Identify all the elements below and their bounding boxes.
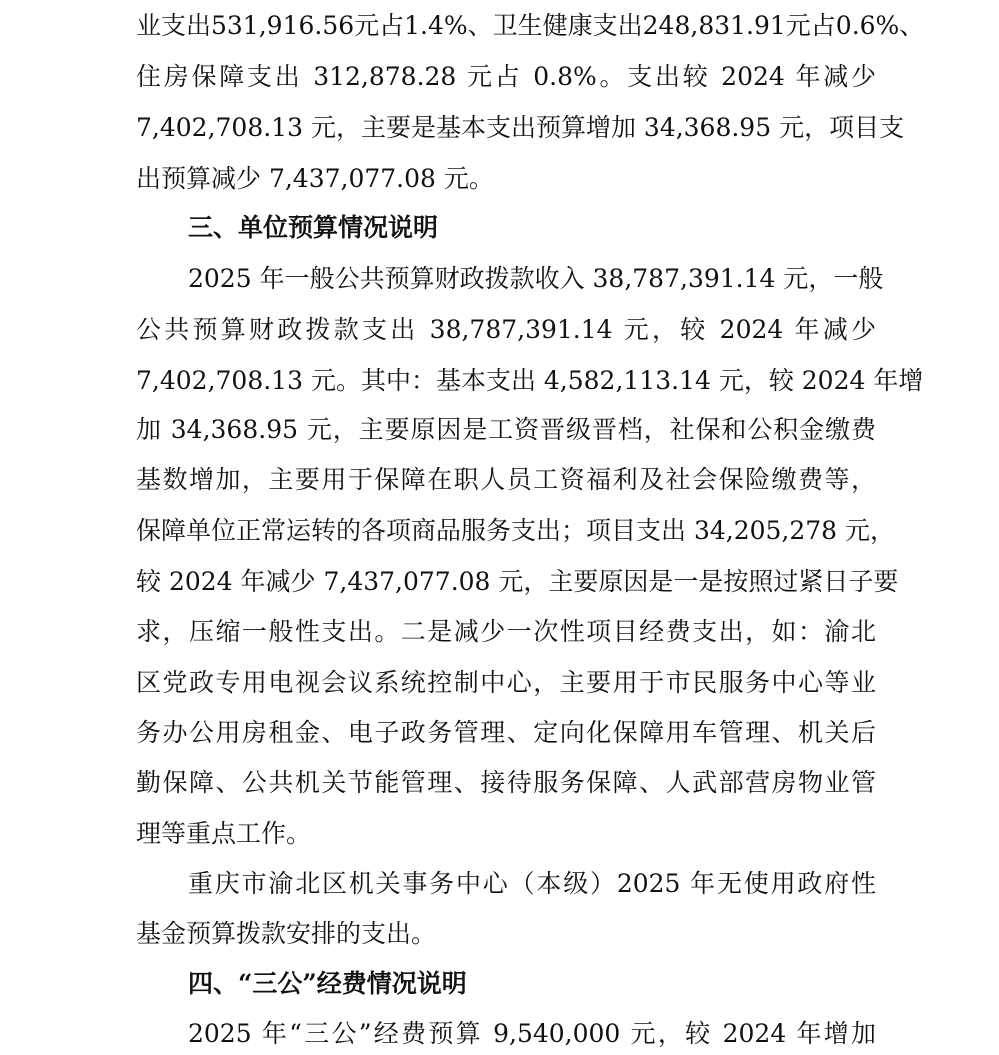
section-heading-3: 三、单位预算情况说明 xyxy=(188,213,439,242)
paragraph-line: 2025 年“三公”经费预算 9,540,000 元，较 2024 年增加 xyxy=(188,1019,876,1048)
paragraph-line: 7,402,708.13 元。其中：基本支出 4,582,113.14 元，较 2024 年增 xyxy=(136,366,924,395)
paragraph-line: 基金预算拨款安排的支出。 xyxy=(136,919,437,948)
paragraph-line: 勤保障、公共机关节能管理、接待服务保障、人武部营房物业管 xyxy=(136,768,876,797)
paragraph-line: 理等重点工作。 xyxy=(136,819,312,848)
paragraph-line: 出预算减少 7,437,077.08 元。 xyxy=(136,164,494,193)
paragraph-line: 区党政专用电视会议系统控制中心，主要用于市民服务中心等业 xyxy=(136,668,876,697)
paragraph-line: 7,402,708.13 元，主要是基本支出预算增加 34,368.95 元，项目支 xyxy=(136,113,905,142)
paragraph-line: 保障单位正常运转的各项商品服务支出；项目支出 34,205,278 元， xyxy=(136,516,896,545)
paragraph-line: 公共预算财政拨款支出 38,787,391.14 元，较 2024 年减少 xyxy=(136,315,876,344)
paragraph-line: 务办公用房租金、电子政务管理、定向化保障用车管理、机关后 xyxy=(136,718,876,747)
paragraph-line: 基数增加，主要用于保障在职人员工资福利及社会保险缴费等， xyxy=(136,465,876,494)
paragraph-line: 加 34,368.95 元，主要原因是工资晋级晋档，社保和公积金缴费 xyxy=(136,415,876,444)
paragraph-line: 2025 年一般公共预算财政拨款收入 38,787,391.14 元，一般 xyxy=(188,264,884,293)
paragraph-line: 住房保障支出 312,878.28 元占 0.8%。支出较 2024 年减少 xyxy=(136,62,876,91)
paragraph-line: 业支出531,916.56元占1.4%、卫生健康支出248,831.91元占0.6%、 xyxy=(136,11,925,40)
paragraph-line: 重庆市渝北区机关事务中心（本级）2025 年无使用政府性 xyxy=(188,869,876,898)
paragraph-line: 求，压缩一般性支出。二是减少一次性项目经费支出，如：渝北 xyxy=(136,617,876,646)
paragraph-line: 较 2024 年减少 7,437,077.08 元，主要原因是一是按照过紧日子要 xyxy=(136,567,899,596)
section-heading-4: 四、“三公”经费情况说明 xyxy=(188,969,467,998)
